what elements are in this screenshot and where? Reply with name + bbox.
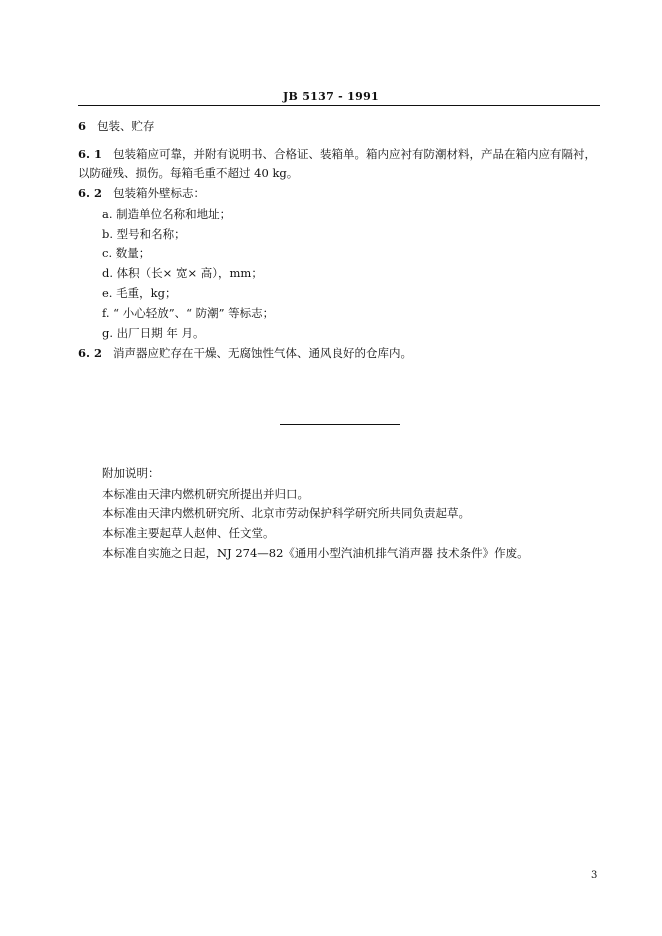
clause-storage-number: 6. 2 — [78, 346, 103, 360]
end-of-text-rule — [280, 424, 400, 425]
header-divider — [78, 105, 600, 106]
appendix-line-1: 本标准由天津内燃机研究所提出并归口。 — [102, 487, 309, 501]
clause-6-2-number: 6. 2 — [78, 186, 103, 200]
clause-6-2-title: 包装箱外壁标志： — [112, 186, 205, 200]
list-item-e: e. 毛重，kg； — [102, 286, 177, 300]
clause-6-1-text-1: 包装箱应可靠，并附有说明书、合格证、装箱单。箱内应衬有防潮材料，产品在箱内应有隔衬， — [112, 147, 596, 161]
clause-6-1-line-1 — [78, 147, 596, 161]
appendix-line-3: 本标准主要起草人赵伸、任文堂。 — [102, 526, 275, 540]
page-number: 3 — [591, 870, 598, 881]
clause-6-1-number: 6. 1 — [78, 147, 103, 161]
clause-storage-text: 消声器应贮存在干燥、无腐蚀性气体、通风良好的仓库内。 — [112, 346, 412, 360]
list-item-c: c. 数量； — [102, 246, 151, 260]
list-item-a: a. 制造单位名称和地址； — [102, 207, 232, 221]
list-item-d: d. 体积（长× 宽× 高），mm； — [102, 266, 263, 280]
section-6-heading — [78, 119, 154, 133]
clause-storage — [78, 346, 412, 360]
appendix-line-2: 本标准由天津内燃机研究所、北京市劳动保护科学研究所共同负责起草。 — [102, 506, 470, 520]
standard-number-header: JB 5137 - 1991 — [283, 90, 379, 103]
section-6-number: 6 — [78, 119, 87, 133]
list-item-f: f. “ 小心轻放”、“ 防潮” 等标志； — [102, 306, 275, 320]
list-item-g: g. 出厂日期 年 月。 — [102, 326, 205, 340]
clause-6-1-text-2: 以防碰残、损伤。每箱毛重不超过 40 kg。 — [78, 166, 299, 180]
list-item-b: b. 型号和名称； — [102, 227, 186, 241]
appendix-title: 附加说明： — [102, 466, 160, 480]
appendix-line-4: 本标准自实施之日起，NJ 274—82《通用小型汽油机排气消声器 技术条件》作废。 — [102, 546, 529, 560]
clause-6-2-heading — [78, 186, 205, 200]
section-6-title: 包装、贮存 — [96, 119, 155, 133]
